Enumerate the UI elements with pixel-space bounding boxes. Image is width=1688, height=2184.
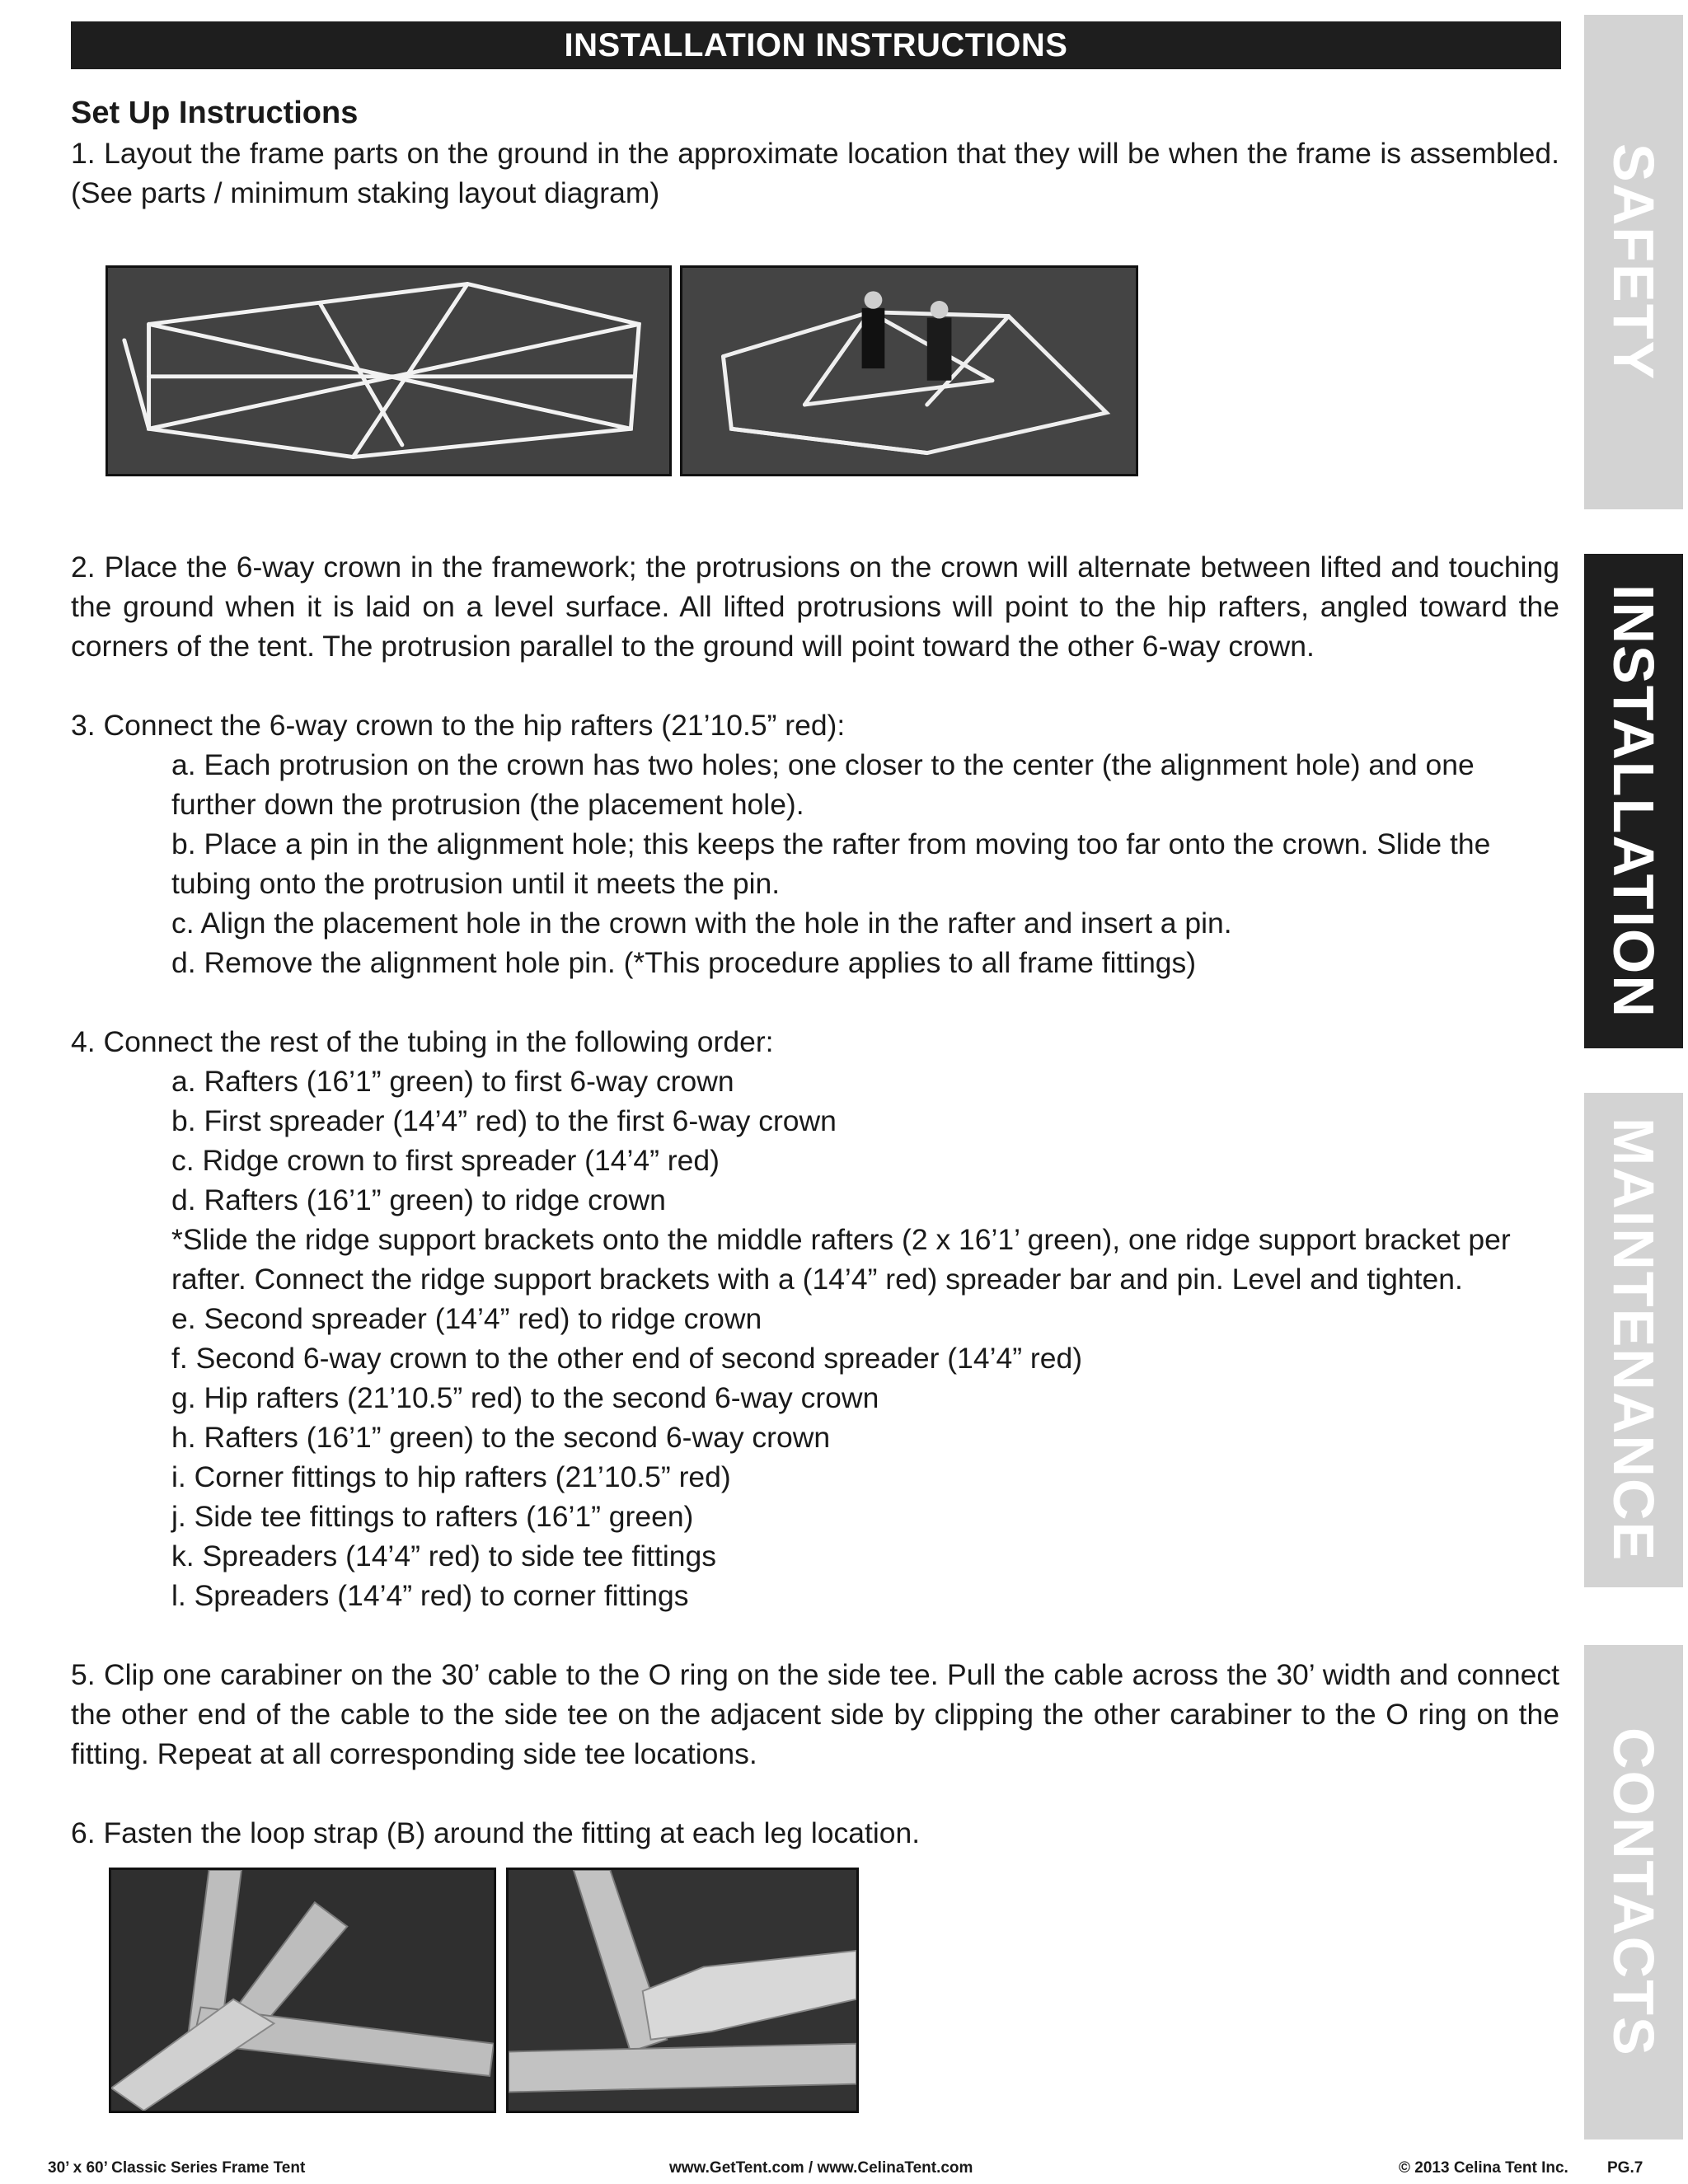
step-4-item: e. Second spreader (14’4” red) to ridge crown: [171, 1302, 762, 1335]
step-4-item: k. Spreaders (14’4” red) to side tee fittings: [171, 1540, 717, 1572]
tab-contacts[interactable]: [1584, 1645, 1683, 2139]
step-4-item: c. Ridge crown to first spreader (14’4” red): [171, 1144, 720, 1177]
tab-safety[interactable]: [1584, 15, 1683, 509]
step-6: 6. Fasten the loop strap (B) around the fitting at each leg location.: [71, 1816, 921, 1849]
step-4-item: d. Rafters (16’1” green) to ridge crown: [171, 1183, 666, 1216]
step-3a: a. Each protrusion on the crown has two holes; one closer to the center (the alignment hole) and one further down the protrusion (the placement hole).: [171, 748, 1475, 821]
footer-page-number: PG.7: [1607, 2159, 1643, 2177]
section-title: Set Up Instructions: [71, 96, 359, 130]
frame-layout-photo: [106, 265, 672, 476]
step-3d: d. Remove the alignment hole pin. (*This procedure applies to all frame fittings): [171, 946, 1197, 979]
loop-strap-photo-1: [109, 1868, 496, 2113]
step-1: 1. Layout the frame parts on the ground in the approximate location that they will be when the frame is assembled. (See parts / minimum staking layout diagram): [71, 137, 1559, 209]
step-4-intro: 4. Connect the rest of the tubing in the following order:: [71, 1025, 774, 1058]
tab-label: SAFETY: [1601, 143, 1666, 382]
tab-label: INSTALLATION: [1601, 583, 1666, 1019]
step-2: 2. Place the 6-way crown in the framework; the protrusions on the crown will alternate between lifted and touching the ground when it is laid on a level surface. All lifted protrusions will point to the hip rafters, angled toward the corners of the tent. The protrusion parallel to the ground will point toward the other 6-way crown.: [71, 551, 1559, 663]
page-header: INSTALLATION INSTRUCTIONS: [71, 21, 1561, 69]
step-4-item: g. Hip rafters (21’10.5” red) to the second 6-way crown: [171, 1381, 879, 1414]
tab-installation[interactable]: [1584, 554, 1683, 1048]
tab-label: CONTACTS: [1601, 1727, 1666, 2057]
step-4-item: a. Rafters (16’1” green) to first 6-way crown: [171, 1065, 734, 1098]
step-4-item: f. Second 6-way crown to the other end of second spreader (14’4” red): [171, 1342, 1083, 1375]
step-4-item: b. First spreader (14’4” red) to the first 6-way crown: [171, 1104, 837, 1137]
step-4-note: *Slide the ridge support brackets onto the middle rafters (2 x 16’1’ green), one ridge support bracket per rafter. Connect the ridge support brackets with a (14’4” red) spreader bar and pin. Level and tighten.: [171, 1223, 1511, 1296]
step-3b: b. Place a pin in the alignment hole; this keeps the rafter from moving too far onto the crown. Slide the tubing onto the protrusion until it meets the pin.: [171, 827, 1491, 900]
step-3c: c. Align the placement hole in the crown with the hole in the rafter and insert a pin.: [171, 907, 1232, 940]
footer-website[interactable]: www.GetTent.com / www.CelinaTent.com: [669, 2159, 973, 2177]
step-4-item: i. Corner fittings to hip rafters (21’10.5” red): [171, 1460, 731, 1493]
footer-copyright: © 2013 Celina Tent Inc.: [1399, 2159, 1568, 2177]
tab-label: MAINTENANCE: [1601, 1118, 1666, 1563]
frame-layout-photos: [106, 265, 1559, 476]
frame-assembly-photo: [680, 265, 1138, 476]
step-4-item: h. Rafters (16’1” green) to the second 6-way crown: [171, 1421, 831, 1454]
step-3-intro: 3. Connect the 6-way crown to the hip rafters (21’10.5” red):: [71, 709, 846, 742]
loop-strap-photos: [109, 1868, 1559, 2113]
loop-strap-photo-2: [506, 1868, 859, 2113]
instructions-body: [71, 92, 1559, 2113]
step-4-item: j. Side tee fittings to rafters (16’1” green): [171, 1500, 694, 1533]
step-5: 5. Clip one carabiner on the 30’ cable to the O ring on the side tee. Pull the cable across the 30’ width and connect the other end of the cable to the side tee on the adjacent side by clipping the other carabiner to the O ring on the fitting. Repeat at all corresponding side tee locations.: [71, 1658, 1559, 1770]
step-4-item: l. Spreaders (14’4” red) to corner fittings: [171, 1579, 689, 1612]
tab-maintenance[interactable]: [1584, 1093, 1683, 1587]
footer-product: 30’ x 60’ Classic Series Frame Tent: [48, 2159, 306, 2177]
